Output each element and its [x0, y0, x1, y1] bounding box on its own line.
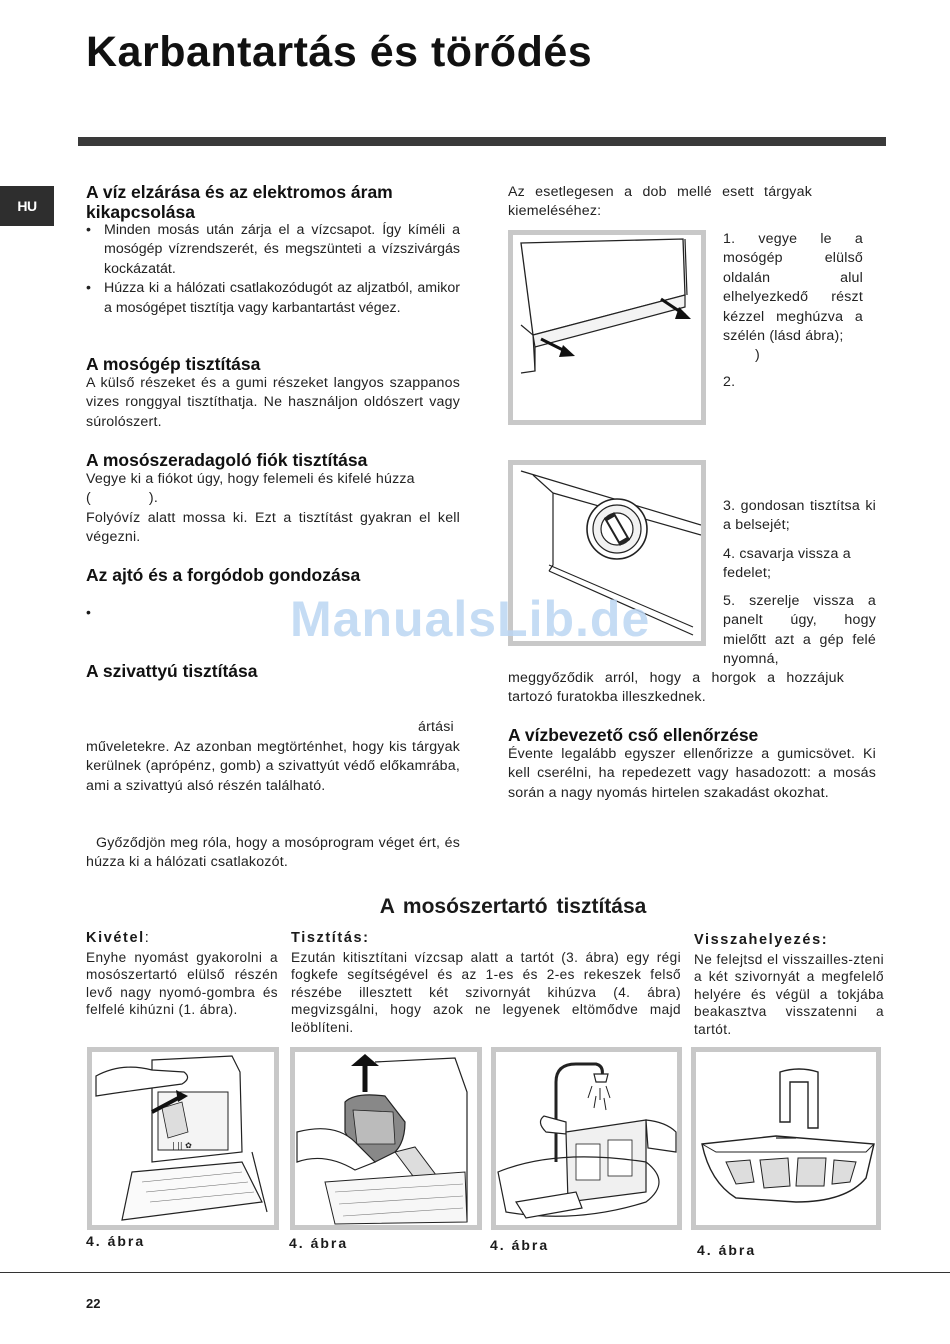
step-1-close: ) [755, 347, 760, 363]
page-title: Karbantartás és törődés [86, 28, 593, 76]
col-removal-heading [86, 930, 150, 946]
watermark: ManualsLib.de [290, 591, 651, 647]
pump-text-2: Győződjön meg róla, hogy a mosóprogram véget ért, és húzza ki a hálózati csatlakozót. [86, 835, 460, 871]
figure-drawer-lift [290, 1047, 482, 1230]
right-intro: Az esetlegesen a dob mellé esett tárgyak kiemeléséhez: [508, 184, 812, 220]
step-5-continued: meggyőződik arról, hogy a horgok a hozzájuk tartozó furatokba illeszkednek. [508, 670, 844, 706]
figure-siphon-refit [691, 1047, 881, 1230]
pump-text-fragment: ártási [418, 719, 454, 735]
drawer-text-3: Folyóvíz alatt mossa ki. Ezt a tisztítást gyakran el kell végezni. [86, 510, 460, 546]
machine-cleaning-text: A külső részeket és a gumi részeket langyos szappanos vizes ronggyal tisztíthatja. Ne használjon oldószert vagy súrolószert. [86, 375, 460, 430]
svg-text:| || ✿: | || ✿ [172, 1141, 192, 1150]
col-cleaning-heading: Tisztítás: [291, 930, 370, 946]
water-power-list [86, 221, 460, 318]
language-tab: HU [0, 186, 54, 226]
step-1: 1. vegye le a mosógép elülső oldalán alul elhelyezkedő részt kézzel meghúzva a szélén (lásd ábra); [723, 231, 863, 345]
list-item: • Minden mosás után zárja el a vízcsapot. Így kíméli a mosógép vízrendszerét, és megszünteti a vízszivárgás kockázatát. [86, 221, 460, 279]
heading-door-drum: Az ajtó és a forgódob gondozása [86, 565, 361, 585]
col-removal-colon: : [144, 930, 151, 946]
heading-drawer-cleaning: A mosószeradagoló fiók tisztítása [86, 450, 368, 470]
col-cleaning-text: Ezután kitisztítani vízcsap alatt a tartót (3. ábra) egy régi fogkefe segítségével és az 1-es és 2-es rekeszek felső részébe illesztett két szivornyát kihúzva (4. ábra) megvizsgálni, hogy azok ne legyenek eltömődve majd leöblíteni. [291, 950, 681, 1035]
heading-machine-cleaning: A mosógép tisztítása [86, 354, 261, 374]
footer-rule [0, 1272, 950, 1273]
figure-caption-1: 4. ábra [86, 1233, 146, 1249]
figure-caption-3: 4. ábra [490, 1237, 550, 1253]
col-removal-text: Enyhe nyomást gyakorolni a mosószertartó elülső részén levő nagy nyomó-gombra és felfelé kihúzni (1. ábra). [86, 950, 278, 1018]
list-item: • Húzza ki a hálózati csatlakozódugót az aljzatból, amikor a mosógépet tisztítja vagy karbantartást végez. [86, 279, 460, 318]
figure-caption-4: 4. ábra [697, 1242, 757, 1258]
bottom-section-title: A mosószertartó tisztítása [379, 895, 647, 918]
heading-water-power: A víz elzárása és az elektromos áram kikapcsolása [86, 182, 393, 222]
figure-drawer-removal [87, 1047, 279, 1230]
step-2: 2. [723, 374, 736, 390]
figure-front-panel [508, 230, 706, 425]
pump-text: műveletekre. Az azonban megtörténhet, hogy kis tárgyak kerülnek (aprópénz, gomb) a szivattyút védő előkamrába, ami a szivattyú alsó részén található. [86, 739, 460, 794]
figure-tap-rinse [491, 1047, 682, 1230]
heading-pump-cleaning: A szivattyú tisztítása [86, 661, 258, 681]
drawer-text-1: Vegye ki a fiókot úgy, hogy felemeli és kifelé húzza [86, 471, 415, 487]
col-replace-heading: Visszahelyezés: [694, 932, 829, 948]
page-number: 22 [86, 1296, 101, 1311]
heading-inlet-hose: A vízbevezető cső ellenőrzése [508, 725, 759, 745]
col-removal-heading-text: Kivétel [86, 930, 145, 946]
header-rule [78, 137, 886, 146]
figure-caption-2: 4. ábra [289, 1235, 349, 1251]
col-replace-text: Ne felejtsd el visszailles-zteni a két szivornyát a megfelelő helyére és végül a tokjába beakasztva visszatenni a tartót. [694, 952, 884, 1037]
drawer-text-2: ( ). [86, 490, 158, 506]
door-drum-bullet: • [86, 604, 91, 620]
step-3: 3. gondosan tisztítsa ki a belsejét; [723, 498, 876, 534]
step-4: 4. csavarja vissza a fedelet; [723, 546, 851, 582]
step-5: 5. szerelje vissza a panelt úgy, hogy mielőtt azt a gép felé nyomná, [723, 593, 876, 668]
inlet-hose-text: Évente legalább egyszer ellenőrizze a gumicsövet. Ki kell cserélni, ha repedezett vagy hasadozott: a mosás során a nagy nyomás hirtelen szakadást okozhat. [508, 746, 876, 801]
